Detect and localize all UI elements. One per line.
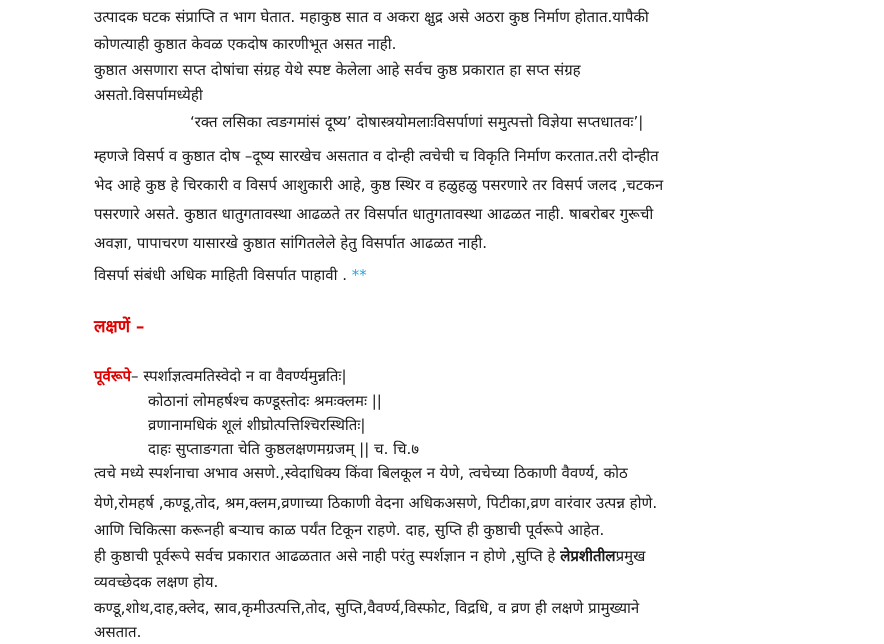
- visarpa-note-text: विसर्पा संबंधी अधिक माहिती विसर्पात पाहावी .: [94, 266, 347, 284]
- para1-line1: उत्पादक घटक संप्राप्ति त भाग घेतात. महाकुष्ठ सात व अकरा क्षुद्र असे अठरा कुष्ठ निर्माण होतात.यापैकी: [94, 8, 649, 26]
- para3-line4-start: ही कुष्ठाची पूर्वरूपे सर्वच प्रकारात आढळतात असे नाही परंतु स्पर्शज्ञान न होणे ,सुप्ति हे: [94, 547, 556, 565]
- para3-line5: व्यवच्छेदक लक्षण होय.: [94, 573, 219, 591]
- purvarupa-verse-3: व्रणानामधिकं शूलं शीघ्रोत्पत्तिश्चिरस्थितिः|: [148, 416, 366, 434]
- para1-line4: असतो.विसर्पामध्येही: [94, 86, 203, 104]
- purvarupa-label: पूर्वरूपे: [94, 367, 132, 385]
- para3-line6: कण्डू,शोथ,दाह,क्लेद, स्राव,कृमीउत्पत्ति,तोद, सुप्ति,वैवर्ण्य,विस्फोट, विद्रधि, व व्रण ही लक्षणे प्रामुख्याने: [94, 599, 640, 617]
- sanskrit-quote: ‘रक्त लसिका त्वङगमांसं दूष्य’ दोषास्त्रयोमलाःविसर्पाणां समुत्पत्तो विज्ञेया सप्तधातवः’|: [190, 113, 644, 131]
- para1-line2: कोणत्याही कुष्ठात केवळ एकदोष कारणीभूत असत नाही.: [94, 35, 397, 53]
- para3-line3: आणि चिकित्सा करूनही बऱ्याच काळ पर्यंत टिकून राहणे. दाह, सुप्ति ही कुष्ठाची पूर्वरूपे आहेत.: [94, 521, 605, 539]
- para3-line4-end: प्रमुख: [615, 547, 646, 565]
- visarpa-note: [94, 264, 367, 286]
- para3-line7: असतात.: [94, 623, 142, 641]
- purvarupa-verse-1: – स्पर्शाज्ञत्वमतिस्वेदो न वा वैवर्ण्यमुन्नतिः|: [131, 367, 347, 385]
- purvarupa-verse-4: दाहः सुप्ताङगता चेति कुष्ठलक्षणमग्रजम् || च. चि.७: [148, 440, 420, 458]
- para3-line4: [94, 545, 645, 567]
- para3-line2: येणे,रोमहर्ष ,कण्डू,तोद, श्रम,क्लम,व्रणाच्या ठिकाणी वेदना अधिकअसणे, पिटीका,व्रण वारंवार उत्पन्न होणे.: [94, 494, 658, 512]
- purvarupa-verse-2: कोठानां लोमहर्षश्च कण्डूस्तोदः श्रमःक्लमः ||: [148, 392, 382, 410]
- section-heading-lakshane: लक्षणें –: [94, 317, 145, 337]
- para2-line3: पसरणारे असते. कुष्ठात धातुगतावस्था आढळते तर विसर्पात धातुगतावस्था आढळत नाही. षाबरोबर गुरूची: [94, 205, 654, 223]
- para1-line3: कुष्ठात असणारा सप्त दोषांचा संग्रह येथे स्पष्ट केलेला आहे सर्वच कुष्ठ प्रकारात हा सप्त संग्रह: [94, 61, 581, 79]
- footnote-stars: **: [351, 266, 367, 284]
- purvarupa-line1: [94, 365, 347, 387]
- leprosy-term: लेप्रशीतील: [560, 547, 616, 565]
- para2-line2: भेद आहे कुष्ठ हे चिरकारी व विसर्प आशुकारी आहे, कुष्ठ स्थिर व हळुहळु पसरणारे तर विसर्प जलद ,चटकन: [94, 176, 664, 194]
- para2-line1: म्हणजे विसर्प व कुष्ठात दोष –दूष्य सारखेच असतात व दोन्ही त्वचेची च विकृति निर्माण करतात.तरी दोन्हीत: [94, 147, 659, 165]
- para2-line4: अवज्ञा, पापाचरण यासारखे कुष्ठात सांगितलेले हेतु विसर्पात आढळत नाही.: [94, 234, 487, 252]
- para3-line1: त्वचे मध्ये स्पर्शनाचा अभाव असणे.,स्वेदाधिक्य किंवा बिलकूल न येणे, त्वचेच्या ठिकाणी वैवर्ण्य, कोठ: [94, 464, 628, 482]
